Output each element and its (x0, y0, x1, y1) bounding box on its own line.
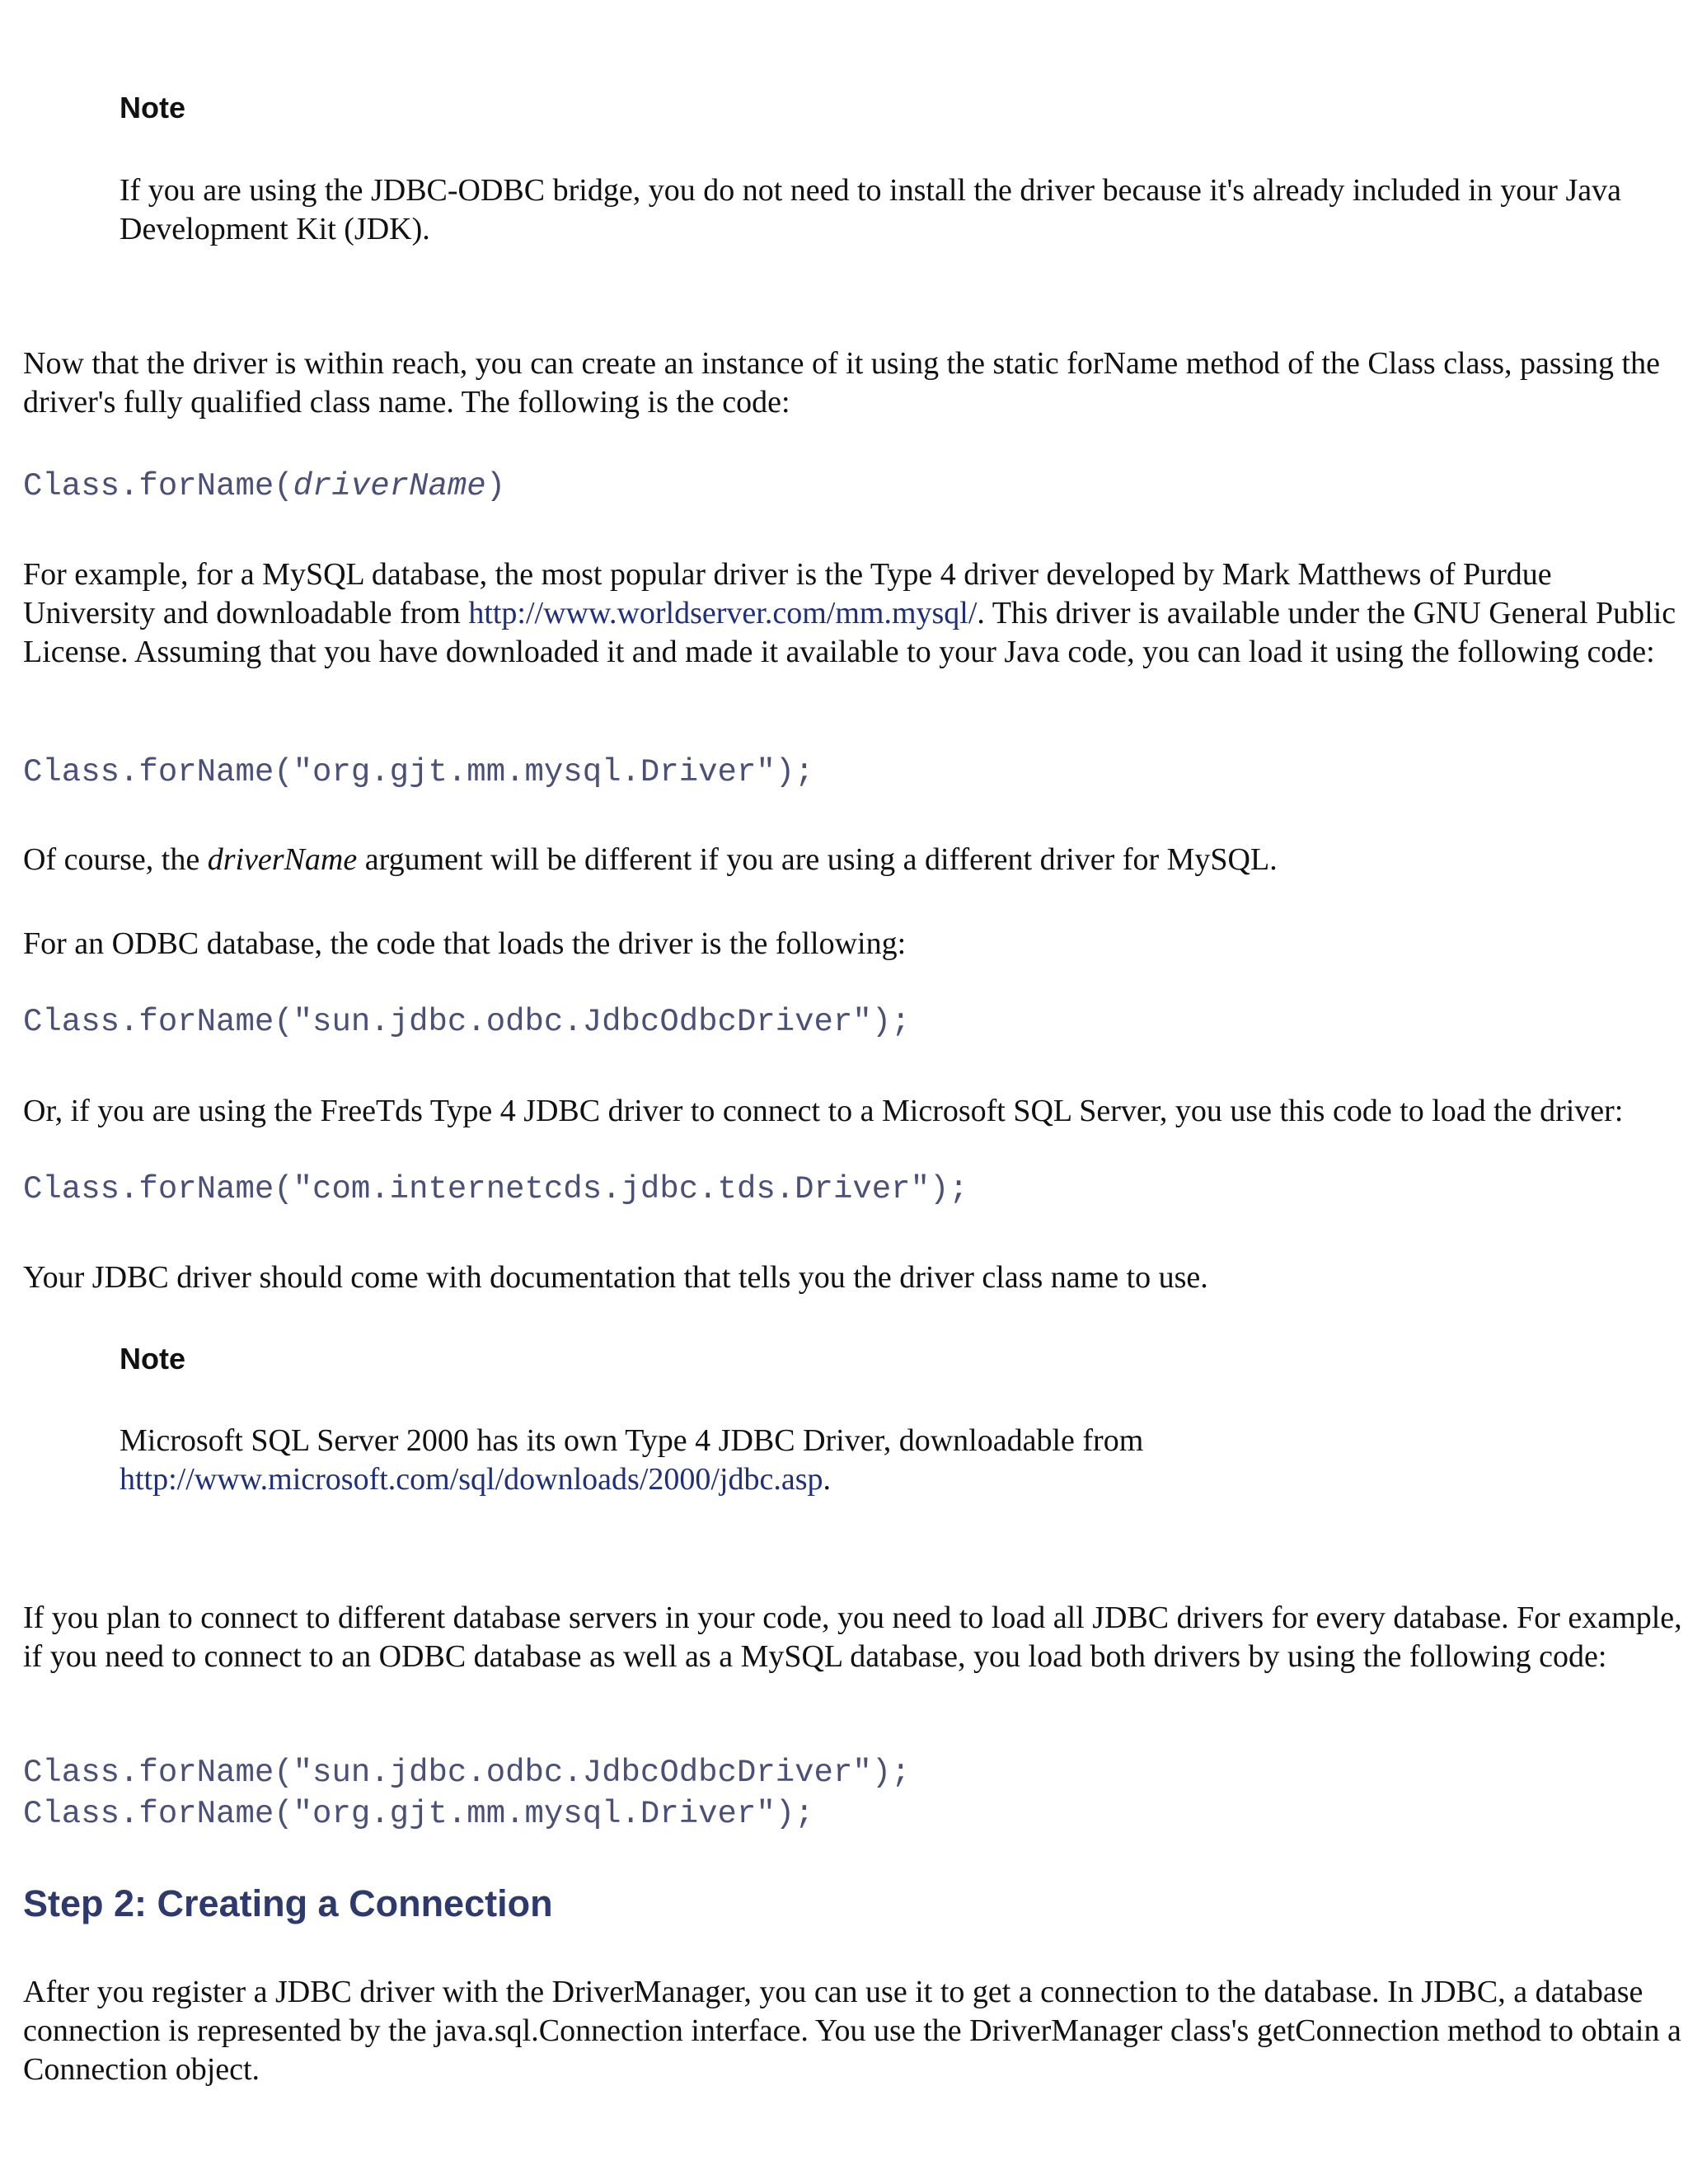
code-block-multiple-drivers (23, 1752, 911, 1835)
paragraph-forname-intro: Now that the driver is within reach, you can create an instance of it using the static forName method of the Class class, passing the driver's fully qualified class name. The following is the code: (23, 346, 1660, 419)
section-heading: Step 2: Creating a Connection (23, 1882, 553, 1924)
link-microsoft-jdbc[interactable]: http://www.microsoft.com/sql/downloads/2000/jdbc.asp (120, 1462, 823, 1497)
emphasis-drivername: driverName (207, 842, 358, 877)
paragraph-documentation: Your JDBC driver should come with documentation that tells you the driver class name to use. (23, 1260, 1208, 1295)
code-suffix: ) (485, 468, 506, 504)
code-argument: driverName (293, 468, 486, 504)
paragraph-multiple-drivers: If you plan to connect to different database servers in your code, you need to load all JDBC drivers for every database. For example, if you need to connect to an ODBC database as well as a MySQL database, you load both drivers by using the following code: (23, 1601, 1682, 1674)
paragraph-text: For example, for a MySQL database, the most popular driver is the Type 4 driver developed by Mark Matthews of Purdue University and downloadable from (23, 557, 1552, 630)
note-text-content: Microsoft SQL Server 2000 has its own Type 4 JDBC Driver, downloadable from (120, 1423, 1144, 1458)
note-heading: Note (120, 91, 185, 124)
paragraph-text: . This driver is available under the GNU General Public License. Assuming that you have downloaded it and made it available to your Java code, you can load it using the following code: (23, 596, 1676, 669)
code-prefix: Class.forName( (23, 468, 293, 504)
code-block-forname-generic (23, 466, 505, 507)
code-block-odbc-driver: Class.forName("sun.jdbc.odbc.JdbcOdbcDriver"); (23, 1004, 911, 1040)
code-line: Class.forName("org.gjt.mm.mysql.Driver"); (23, 1796, 814, 1832)
code-block-freetds-driver: Class.forName("com.internetcds.jdbc.tds.Driver"); (23, 1171, 968, 1207)
note-text-content: . (823, 1462, 832, 1497)
paragraph-text: argument will be different if you are using a different driver for MySQL. (357, 842, 1278, 877)
link-worldserver[interactable]: http://www.worldserver.com/mm.mysql/ (468, 596, 978, 630)
paragraph-mysql-driver (23, 555, 1684, 672)
paragraph-connection: After you register a JDBC driver with the DriverManager, you can use it to get a connection to the database. In JDBC, a database connection is represented by the java.sql.Connection interface. You use the DriverManager class's getConnection method to obtain a Connection object. (23, 1975, 1681, 2087)
paragraph-text: Of course, the (23, 842, 208, 877)
note-text: If you are using the JDBC-ODBC bridge, you do not need to install the driver because it's already included in your Java Development Kit (JDK). (120, 173, 1621, 246)
paragraph-drivername-note (23, 841, 1684, 879)
paragraph-odbc: For an ODBC database, the code that loads the driver is the following: (23, 926, 907, 961)
code-block-mysql-driver: Class.forName("org.gjt.mm.mysql.Driver"); (23, 754, 814, 790)
note-heading: Note (120, 1342, 185, 1376)
code-line: Class.forName("sun.jdbc.odbc.JdbcOdbcDriver"); (23, 1755, 911, 1791)
paragraph-freetds: Or, if you are using the FreeTds Type 4 JDBC driver to connect to a Microsoft SQL Server, you use this code to load the driver: (23, 1094, 1624, 1128)
note-text (120, 1422, 1669, 1499)
